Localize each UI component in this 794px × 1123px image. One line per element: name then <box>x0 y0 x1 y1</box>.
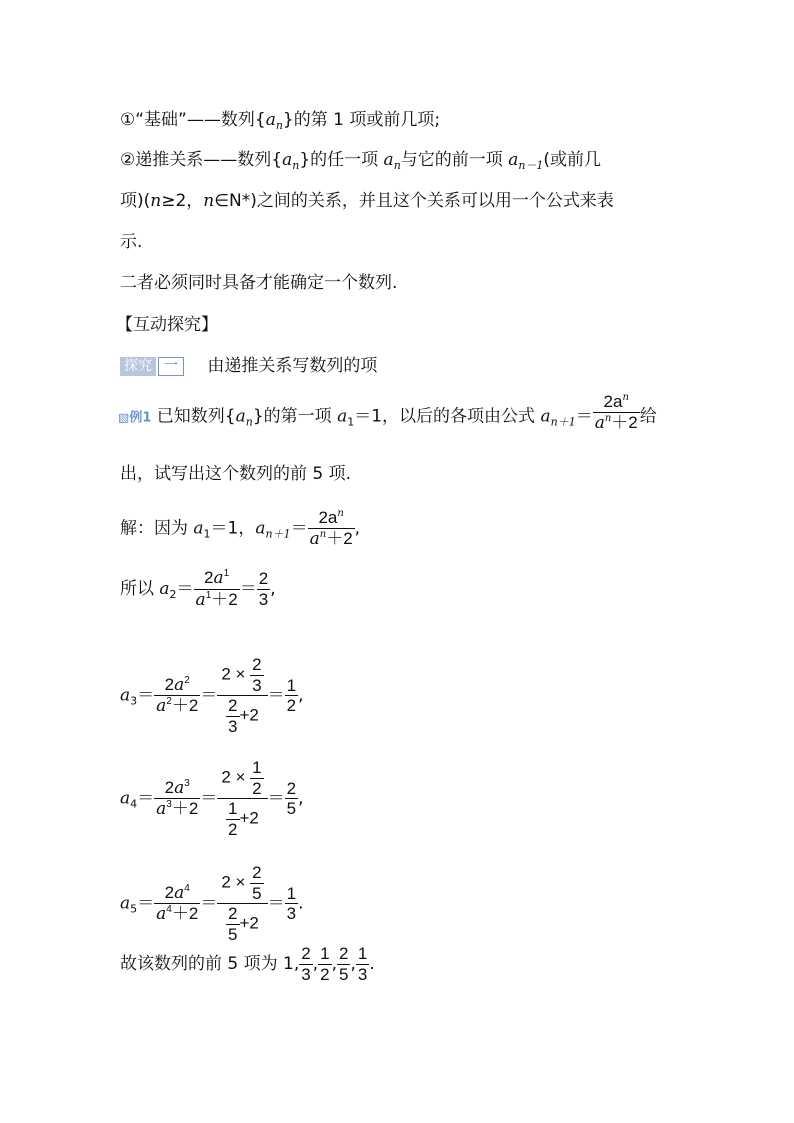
basis-text: “基础”——数列{ <box>135 110 266 130</box>
example-1-line2: 出，试写出这个数列的前 5 项. <box>120 464 352 484</box>
marker-1: ① <box>120 110 136 130</box>
example-label: 例1 <box>129 410 152 426</box>
recurrence-fraction: $\frac{2a^n}{a^n+2}$ <box>594 392 638 433</box>
explore-title: 由递推关系写数列的项 <box>207 356 378 376</box>
explore-heading <box>120 354 377 378</box>
conclusion-fraction: $\frac{2}{5}$ <box>339 944 349 984</box>
explore-badge: 探究 <box>120 357 156 376</box>
a3-equation: $a_3=$ $\frac{2a^2}{a^2+2}$ ＝ 2 × $\frac{2}{3}$ $\frac{2}{3}$ +2 ＝ $\frac{1}{2}$ , <box>120 655 304 736</box>
example-icon: ▧ <box>118 410 130 425</box>
marker-2: ② <box>120 150 136 170</box>
paragraph-recurrence-line2: 项)(n≥2，n∈N*)之间的关系，并且这个关系可以用一个公式来表 <box>120 191 614 211</box>
conclusion-fractions: $\frac{2}{3}$ , $\frac{1}{2}$ , $\frac{2}{5}$ , $\frac{1}{3}$ <box>301 944 368 984</box>
section-title: 【互动探究】 <box>116 315 218 335</box>
paragraph-conclusion: 二者必须同时具备才能确定一个数列. <box>120 273 398 293</box>
paragraph-recurrence: ②递推关系——数列$\{a_n\}$的任一项 $a_n$与它的前一项 $a_{n-1}$(或前几 <box>120 150 602 172</box>
a4-equation: $a_4=$ $\frac{2a^3}{a^3+2}$ ＝ 2 × $\frac{1}{2}$ $\frac{1}{2}$ +2 ＝ $\frac{2}{5}$ , <box>120 758 304 839</box>
solution-conclusion: 故该数列的前 5 项为 1, $\frac{2}{3}$ , $\frac{1}{2}$ , $\frac{2}{5}$ , $\frac{1}{3}$ . <box>120 944 375 984</box>
conclusion-fraction: $\frac{1}{3}$ <box>357 944 368 984</box>
example-1: ▧例1 已知数列$\{a_n\}$的第一项 $a_1=1$，以后的各项由公式 $a_{n+1}=$ $\frac{2a^n}{a^n+2}$ 给 <box>118 392 657 433</box>
a2-equation: 所以 $a_2=$ $\frac{2a^1}{a^1+2}$ ＝ $\frac{2}{3}$ , <box>120 568 276 610</box>
explore-number: 一 <box>158 357 184 376</box>
paragraph-basis: ①“基础”——数列$\{a_n\}$的第 1 项或前几项; <box>120 110 441 132</box>
solution-intro: 解：因为 $a_1=1$，$a_{n+1}=$ $\frac{2a^n}{a^n+2}$ , <box>120 508 361 549</box>
conclusion-fraction: $\frac{2}{3}$ <box>301 944 311 984</box>
intro-fraction: $\frac{2a^n}{a^n+2}$ <box>309 508 353 549</box>
paragraph-recurrence-line3: 示. <box>120 232 143 252</box>
conclusion-fraction: $\frac{1}{2}$ <box>320 944 330 984</box>
a5-equation: $a_5=$ $\frac{2a^4}{a^4+2}$ ＝ 2 × $\frac{2}{5}$ $\frac{2}{5}$ +2 ＝ $\frac{1}{3}$ . <box>120 863 304 944</box>
